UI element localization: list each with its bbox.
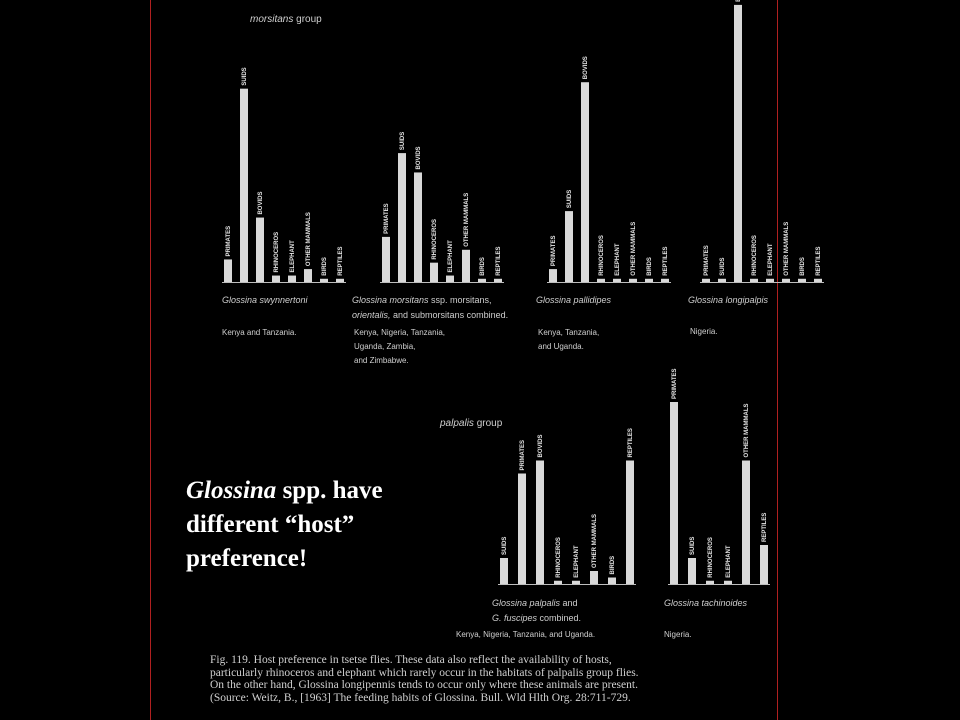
- svg-text:Glossina longipalpis: [688, 295, 769, 305]
- region-label: Kenya and Tanzania.: [222, 328, 297, 337]
- bar-label: SUIDS: [400, 131, 406, 151]
- caption-line: On the other hand, Glossina longipennis tends to occur only where these animals are present.: [210, 679, 638, 691]
- bar-label: OTHER MAMMALS: [464, 192, 470, 247]
- bar-label: REPTILES: [338, 246, 344, 276]
- bar-primates: [382, 237, 390, 282]
- svg-text:Glossina swynnertoni: [222, 295, 309, 305]
- region-label: Nigeria.: [690, 327, 718, 336]
- caption-line: Fig. 119. Host preference in tsetse flies. These data also reflect the availability of hosts,: [210, 654, 612, 666]
- region-label: and Zimbabwe.: [354, 356, 409, 365]
- bar-label: OTHER MAMMALS: [592, 514, 598, 568]
- bar-label: RHINOCEROS: [556, 537, 562, 578]
- bar-reptiles: [661, 279, 669, 282]
- bar-label: ELEPHANT: [726, 545, 732, 578]
- bar-elephant: [446, 276, 454, 282]
- bar-rhinoceros: [554, 581, 562, 584]
- species-label: Glossina morsitans ssp. morsitans,: [352, 295, 492, 305]
- bar-other-mammals: [462, 250, 470, 282]
- bar-primates: [518, 474, 526, 585]
- species-label: Glossina longipalpis: [688, 295, 769, 305]
- bar-other-mammals: [590, 571, 598, 584]
- bar-rhinoceros: [430, 263, 438, 282]
- bar-birds: [320, 279, 328, 282]
- bar-label: OTHER MAMMALS: [784, 221, 790, 276]
- bar-label: BOVIDS: [258, 191, 264, 215]
- bar-primates: [670, 402, 678, 584]
- bar-label: RHINOCEROS: [274, 231, 280, 273]
- bar-label: PRIMATES: [520, 439, 526, 471]
- chart-palpalis-labels: [456, 598, 595, 639]
- chart-morsitans: [380, 132, 504, 283]
- bar-label: SUIDS: [567, 189, 573, 209]
- bar-label: ELEPHANT: [448, 240, 454, 273]
- bar-label: RHINOCEROS: [432, 218, 438, 260]
- bar-birds: [608, 578, 616, 585]
- bar-label: OTHER MAMMALS: [306, 212, 312, 267]
- bar-label: ELEPHANT: [615, 243, 621, 276]
- bar-reptiles: [760, 545, 768, 584]
- bar-suids: [500, 558, 508, 584]
- bar-label: SUIDS: [502, 536, 508, 555]
- bar-label: REPTILES: [663, 246, 669, 276]
- bar-label: OTHER MAMMALS: [631, 221, 637, 276]
- bar-elephant: [572, 581, 580, 584]
- region-label: Nigeria.: [664, 630, 692, 639]
- bar-label: BOVIDS: [583, 56, 589, 80]
- bar-birds: [478, 279, 486, 282]
- bar-rhinoceros: [597, 279, 605, 282]
- chart-longipalpis: [700, 0, 824, 283]
- bar-primates: [702, 279, 710, 282]
- bar-label: ELEPHANT: [768, 243, 774, 276]
- slide-title: Glossina spp. have different “host” preference!: [186, 477, 383, 572]
- region-label: Kenya, Nigeria, Tanzania, and Uganda.: [456, 630, 596, 639]
- bar-reptiles: [626, 461, 634, 585]
- bar-reptiles: [336, 279, 344, 282]
- species-label: Glossina pallidipes: [536, 295, 612, 305]
- bar-elephant: [724, 581, 732, 584]
- bar-other-mammals: [782, 279, 790, 282]
- bar-label: PRIMATES: [551, 235, 557, 267]
- svg-text:Glossina tachinoides: [664, 598, 748, 608]
- chart-swynnertoni: [222, 67, 346, 282]
- region-label: Uganda, Zambia,: [354, 342, 416, 351]
- bar-label: REPTILES: [496, 246, 502, 276]
- bar-label: BIRDS: [480, 257, 486, 276]
- chart-pallidipes-labels: [536, 295, 612, 351]
- bar-elephant: [766, 279, 774, 282]
- bar-label: OTHER MAMMALS: [744, 403, 750, 458]
- svg-text:Glossina pallidipes: [536, 295, 612, 305]
- caption-line: (Source: Weitz, B., [1963] The feeding habits of Glossina. Bull. Wld Hlth Org. 28:711-729.: [210, 691, 631, 704]
- bar-suids: [565, 211, 573, 282]
- bar-label: REPTILES: [816, 246, 822, 276]
- bar-label: BIRDS: [647, 257, 653, 276]
- species-label-line2: G. fuscipes combined.: [492, 613, 582, 623]
- chart-palpalis: [498, 428, 636, 584]
- bar-label: REPTILES: [762, 512, 768, 542]
- species-label: Glossina palpalis and: [492, 598, 578, 608]
- chart-morsitans-labels: [352, 295, 508, 365]
- bar-label: PRIMATES: [384, 203, 390, 234]
- bar-label: RHINOCEROS: [752, 235, 758, 276]
- species-label-line2: orientalis, and submorsitans combined.: [352, 310, 509, 320]
- bar-label: REPTILES: [628, 428, 634, 458]
- bar-reptiles: [814, 279, 822, 282]
- bar-label: RHINOCEROS: [708, 537, 714, 578]
- bar-label: BOVIDS: [416, 146, 422, 170]
- bar-label: ELEPHANT: [290, 240, 296, 273]
- chart-tachinoides: [668, 368, 770, 584]
- bar-primates: [224, 259, 232, 282]
- bar-bovids: [581, 82, 589, 282]
- bar-primates: [549, 269, 557, 282]
- bar-label: SUIDS: [720, 257, 726, 276]
- bar-suids: [718, 279, 726, 282]
- bar-bovids: [256, 218, 264, 282]
- bar-other-mammals: [304, 269, 312, 282]
- bar-rhinoceros: [272, 276, 280, 282]
- bar-label: PRIMATES: [704, 245, 710, 276]
- bar-reptiles: [494, 279, 502, 282]
- bar-suids: [240, 89, 248, 282]
- group-heading-morsitans: morsitans group: [250, 14, 322, 25]
- caption-line: particularly rhinoceros and elephant which rarely occur in the habitats of palpalis group flies.: [210, 666, 639, 679]
- bar-suids: [688, 558, 696, 584]
- bar-label: PRIMATES: [672, 368, 678, 399]
- bar-label: BIRDS: [800, 257, 806, 276]
- chart-tachinoides-labels: [664, 598, 748, 639]
- bar-bovids: [414, 172, 422, 282]
- region-label: Kenya, Tanzania,: [538, 328, 600, 337]
- chart-longipalpis-labels: [688, 295, 769, 336]
- species-label: Glossina swynnertoni: [222, 295, 308, 305]
- chart-swynnertoni-labels: [222, 295, 309, 337]
- species-label: Glossina tachinoides: [664, 598, 748, 608]
- region-label: and Uganda.: [538, 342, 584, 351]
- bar-birds: [798, 279, 806, 282]
- bar-label: ELEPHANT: [574, 545, 580, 578]
- group-heading-palpalis: palpalis group: [440, 418, 503, 429]
- bar-suids: [398, 153, 406, 282]
- bar-other-mammals: [742, 461, 750, 585]
- bar-label: BIRDS: [322, 257, 328, 276]
- bar-label: RHINOCEROS: [599, 235, 605, 276]
- bar-label: PRIMATES: [226, 225, 232, 257]
- bar-bovids: [734, 5, 742, 282]
- bar-birds: [645, 279, 653, 282]
- bar-label: SUIDS: [690, 536, 696, 555]
- region-label: Kenya, Nigeria, Tanzania,: [354, 328, 446, 337]
- bar-elephant: [613, 279, 621, 282]
- bar-rhinoceros: [706, 581, 714, 584]
- bar-other-mammals: [629, 279, 637, 282]
- chart-pallidipes: [547, 56, 671, 282]
- bar-label: [736, 0, 742, 2]
- bar-elephant: [288, 276, 296, 282]
- bar-label: BIRDS: [610, 555, 616, 575]
- bar-bovids: [536, 461, 544, 585]
- bar-label: SUIDS: [242, 67, 248, 86]
- figure-caption: [210, 654, 770, 704]
- bar-label: BOVIDS: [538, 434, 544, 458]
- bar-rhinoceros: [750, 279, 758, 282]
